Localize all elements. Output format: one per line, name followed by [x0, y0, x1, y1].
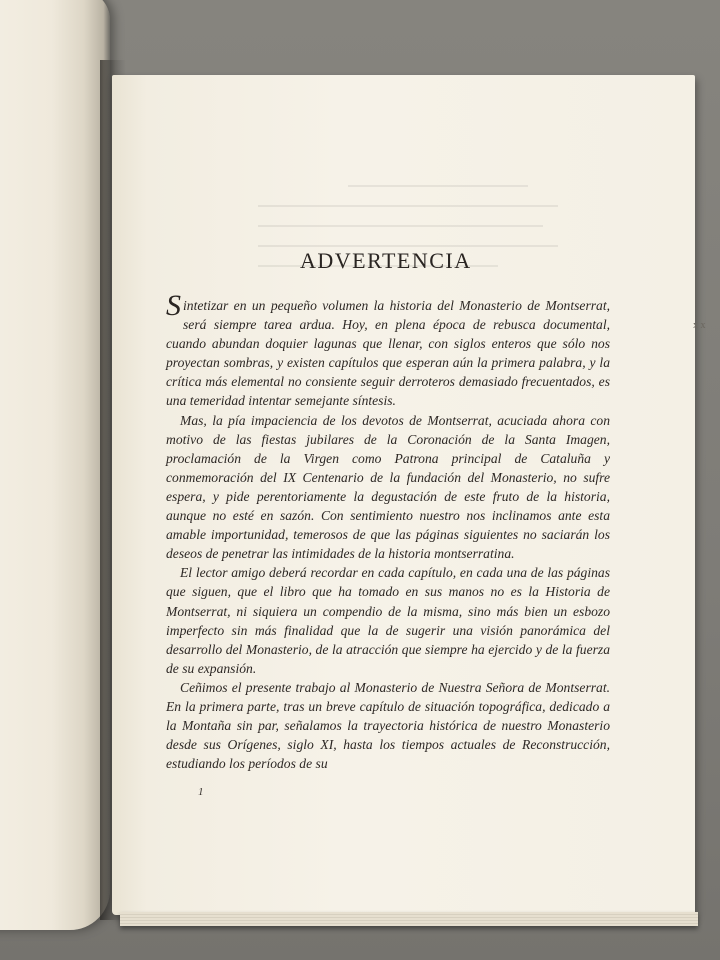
left-page [0, 0, 110, 930]
paragraph-2: Mas, la pía impaciencia de los devotos de Montserrat, acuciada ahora con motivo de las fiestas jubilares de la Coronación de la Santa Imagen, proclamación de la Virgen como Patrona principal de Cataluña y conmemoración del IX Centenario de la fundación del Monasterio, no sufre espera, y pide perentoriamente la degustación de este fruto de la historia, aunque no esté en sazón. Con sentimiento nuestro nos inclinamos ante esta amable importunidad, temerosos de que las páginas siguientes no saciarán los deseos de penetrar las intimidades de la historia montserratina. [166, 412, 610, 562]
page-folio: 1 [198, 786, 204, 798]
drop-cap: S [166, 289, 181, 322]
paragraph-3: El lector amigo deberá recordar en cada capítulo, en cada una de las páginas que siguen, que el libro que ha tomado en sus manos no es la Historia de Montserrat, ni siquiera un compendio de la misma, sino más bien un esbozo imperfecto sin más finalidad que la de sugerir una visión panorámica del desarrollo del Monasterio, de la atracción que siempre ha ejercido y de la fuerza de su expansión. [166, 565, 610, 676]
paragraph-1 [166, 289, 610, 411]
page-title: ADVERTENCIA [300, 248, 472, 273]
margin-mark: x x [693, 320, 706, 331]
page-stack-edge [120, 912, 698, 926]
body-text [166, 289, 610, 773]
paragraph-4: Ceñimos el presente trabajo al Monasterio de Nuestra Señora de Montserrat. En la primera parte, tras un breve capítulo de situación topográfica, dedicado a la Montaña sin par, señalamos la trayectoria histórica de nuestro Monasterio desde sus Orígenes, siglo XI, hasta los tiempos actuales de Reconstrucción, estudiando los períodos de su [166, 679, 610, 772]
show-through-text [258, 185, 558, 295]
paragraph-text: intetizar en un pequeño volumen la historia del Monasterio de Montserrat, será siempre tarea ardua. Hoy, en plena época de rebusca documental, cuando abundan doquier lagunas que llenar, con siglos enteros que sólo nos proyectan sombras, y existen capítulos que esperan aún la primera palabra, y la crítica más elemental no consiente seguir derroteros demasiado frecuentados, es una temeridad intentar semejante síntesis. [166, 298, 610, 409]
